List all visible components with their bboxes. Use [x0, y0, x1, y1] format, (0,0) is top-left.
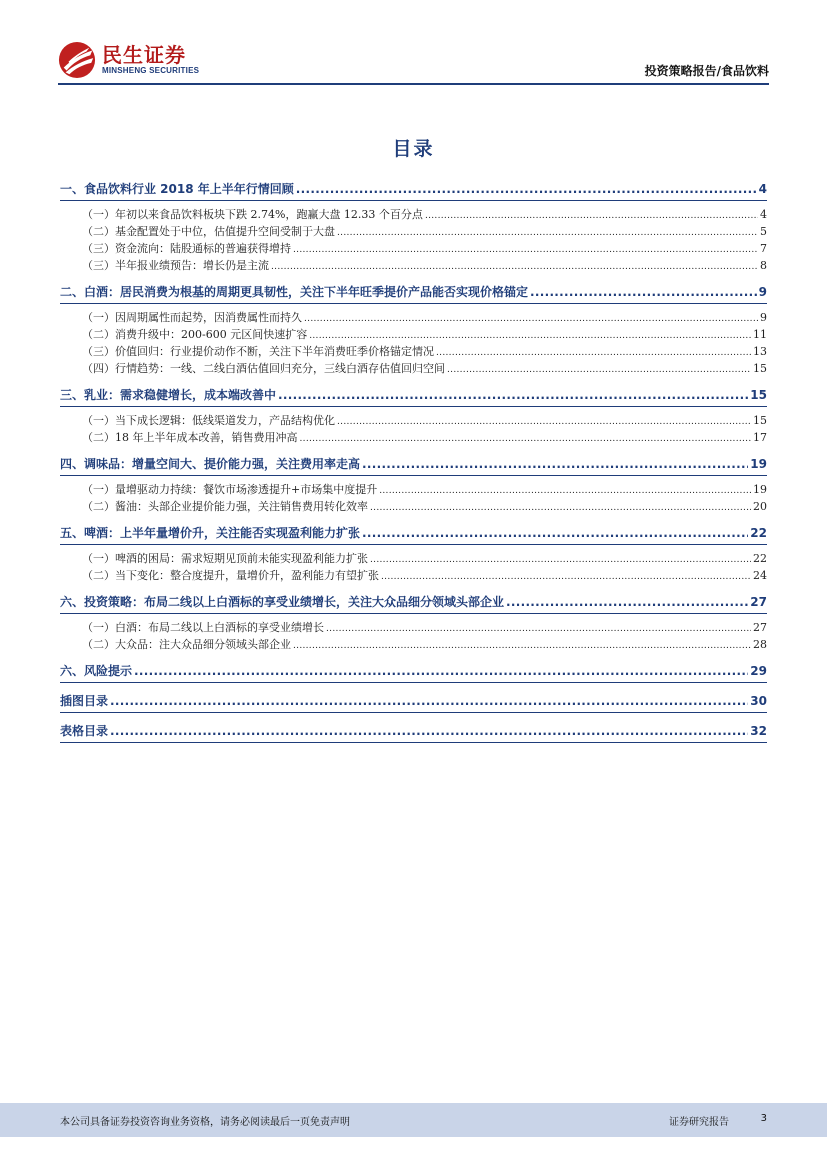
- toc-entry-title: 三、乳业：需求稳健增长，成本端改善中: [60, 388, 277, 402]
- toc-entry-level1[interactable]: [60, 178, 767, 200]
- toc-section: [60, 178, 767, 279]
- page-footer: [0, 1103, 827, 1137]
- toc-section: [60, 384, 767, 451]
- company-logo: [58, 40, 199, 80]
- toc-section: [60, 522, 767, 589]
- toc-entry-page: 11: [753, 328, 767, 341]
- toc-entry-title: （二）18 年上半年成本改善，销售费用冲高: [82, 431, 298, 444]
- toc-leader-dots: [506, 591, 748, 613]
- toc-entry-page: 13: [753, 345, 767, 358]
- toc-leader-dots: [300, 429, 752, 448]
- toc-entry-level2[interactable]: [60, 343, 767, 360]
- toc-entry-level1[interactable]: [60, 453, 767, 475]
- toc-entry-title: 六、投资策略：布局二线以上白酒标的享受业绩增长，关注大众品细分领域头部企业: [60, 595, 505, 609]
- toc-entry-title: （四）行情趋势：一线、二线白酒估值回归充分，三线白酒存估值回归空间: [82, 362, 445, 375]
- toc-entry-page: 32: [750, 724, 767, 738]
- minsheng-logo-icon: [58, 41, 96, 79]
- toc-entry-page: 4: [760, 208, 767, 221]
- toc-section: [60, 660, 767, 688]
- toc-entry-page: 30: [750, 694, 767, 708]
- toc-entry-level2[interactable]: [60, 550, 767, 567]
- toc-entry-title: （三）半年报业绩预告：增长仍是主流: [82, 259, 269, 272]
- toc-entry-level2[interactable]: [60, 326, 767, 343]
- toc-entry-page: 8: [760, 259, 767, 272]
- toc-entry-title: 表格目录: [60, 724, 109, 738]
- toc-entry-level2[interactable]: [60, 619, 767, 636]
- toc-leader-dots: [362, 453, 748, 475]
- toc-entry-title: （三）资金流向：陆股通标的普遍获得增持: [82, 242, 291, 255]
- toc-section: [60, 720, 767, 748]
- toc-entry-title: 二、白酒：居民消费为根基的周期更具韧性，关注下半年旺季提价产品能否实现价格锚定: [60, 285, 529, 299]
- toc-entry-title: 六、风险提示: [60, 664, 133, 678]
- toc-entry-level2[interactable]: [60, 429, 767, 446]
- toc-entry-level2[interactable]: [60, 498, 767, 515]
- toc-entry-page: 28: [753, 638, 767, 651]
- spacer: [60, 743, 767, 748]
- toc-entry-title: （二）当下变化：整合度提升，量增价升，盈利能力有望扩张: [82, 569, 379, 582]
- toc-leader-dots: [296, 178, 757, 200]
- page-header: [0, 0, 827, 85]
- toc-entry-page: 15: [753, 362, 767, 375]
- toc-entry-level2[interactable]: [60, 206, 767, 223]
- toc-leader-dots: [370, 498, 751, 517]
- page-number: 3: [760, 1113, 767, 1124]
- report-type: 投资策略报告/食品饮料: [644, 64, 769, 78]
- toc-entry-page: 5: [760, 225, 767, 238]
- toc-entry-title: （二）大众品：注大众品细分领域头部企业: [82, 638, 291, 651]
- toc-entry-page: 19: [750, 457, 767, 471]
- toc-entry-page: 9: [758, 285, 767, 299]
- toc-entry-page: 22: [750, 526, 767, 540]
- spacer: [60, 713, 767, 718]
- toc-title: 目录: [392, 138, 435, 160]
- toc-leader-dots: [293, 636, 751, 655]
- header-divider: [58, 83, 769, 85]
- toc-entry-page: 7: [760, 242, 767, 255]
- toc-leader-dots: [530, 281, 757, 303]
- toc-entry-title: （二）基金配置处于中位，估值提升空间受制于大盘: [82, 225, 335, 238]
- toc-entry-level2[interactable]: [60, 223, 767, 240]
- toc-leader-dots: [381, 567, 751, 586]
- toc-entry-level1[interactable]: [60, 384, 767, 406]
- toc-entry-page: 4: [758, 182, 767, 196]
- toc-leader-dots: [362, 522, 748, 544]
- toc-entry-title: （一）当下成长逻辑：低线渠道发力，产品结构优化: [82, 414, 335, 427]
- toc-entry-page: 15: [753, 414, 767, 427]
- toc-leader-dots: [110, 690, 748, 712]
- toc-entry-title: （二）消费升级中：200-600 元区间快速扩容: [82, 328, 308, 341]
- toc-entry-level1[interactable]: [60, 591, 767, 613]
- toc-entry-level2[interactable]: [60, 240, 767, 257]
- footer-doc-type: 证券研究报告: [669, 1117, 729, 1128]
- toc-entry-title: （一）量增驱动力持续：餐饮市场渗透提升+市场集中度提升: [82, 483, 378, 496]
- toc-entry-level1[interactable]: [60, 690, 767, 712]
- toc-entry-title: 一、食品饮料行业 2018 年上半年行情回顾: [60, 182, 294, 196]
- toc-entry-page: 27: [753, 621, 767, 634]
- toc-entry-page: 17: [753, 431, 767, 444]
- toc-entry-page: 9: [760, 311, 767, 324]
- toc-entry-title: （一）年初以来食品饮料板块下跌 2.74%，跑赢大盘 12.33 个百分点: [82, 208, 423, 221]
- toc-entry-title: （一）啤酒的困局：需求短期见顶前未能实现盈利能力扩张: [82, 552, 368, 565]
- table-of-contents: [60, 176, 767, 748]
- toc-entry-page: 24: [753, 569, 767, 582]
- toc-entry-level2[interactable]: [60, 257, 767, 274]
- toc-entry-page: 20: [753, 500, 767, 513]
- toc-leader-dots: [134, 660, 748, 682]
- toc-entry-level2[interactable]: [60, 481, 767, 498]
- toc-leader-dots: [271, 257, 758, 276]
- toc-entry-page: 27: [750, 595, 767, 609]
- toc-entry-level1[interactable]: [60, 720, 767, 742]
- toc-entry-page: 19: [753, 483, 767, 496]
- toc-entry-page: 29: [750, 664, 767, 678]
- toc-entry-title: 插图目录: [60, 694, 109, 708]
- toc-section: [60, 281, 767, 382]
- toc-entry-title: （二）酱油：头部企业提价能力强，关注销售费用转化效率: [82, 500, 368, 513]
- toc-entry-title: 五、啤酒：上半年量增价升，关注能否实现盈利能力扩张: [60, 526, 361, 540]
- toc-entry-title: （三）价值回归：行业提价动作不断，关注下半年消费旺季价格锚定情况: [82, 345, 434, 358]
- toc-leader-dots: [110, 720, 748, 742]
- toc-entry-title: 四、调味品：增量空间大、提价能力强，关注费用率走高: [60, 457, 361, 471]
- toc-entry-page: 22: [753, 552, 767, 565]
- toc-entry-title: （一）因周期属性而起势，因消费属性而持久: [82, 311, 302, 324]
- logo-english-name: MINSHENG SECURITIES: [102, 66, 200, 75]
- toc-entry-page: 15: [750, 388, 767, 402]
- toc-entry-level2[interactable]: [60, 636, 767, 653]
- toc-entry-level1[interactable]: [60, 660, 767, 682]
- toc-entry-level2[interactable]: [60, 412, 767, 429]
- footer-disclaimer: 本公司具备证券投资咨询业务资格，请务必阅读最后一页免责声明: [60, 1117, 350, 1128]
- toc-entry-level2[interactable]: [60, 360, 767, 377]
- toc-leader-dots: [447, 360, 751, 379]
- toc-section: [60, 591, 767, 658]
- logo-chinese-name: 民生证券: [102, 43, 186, 67]
- toc-entry-level2[interactable]: [60, 567, 767, 584]
- spacer: [60, 683, 767, 688]
- toc-section: [60, 453, 767, 520]
- toc-entry-level1[interactable]: [60, 281, 767, 303]
- toc-entry-level1[interactable]: [60, 522, 767, 544]
- toc-leader-dots: [278, 384, 748, 406]
- toc-section: [60, 690, 767, 718]
- toc-entry-title: （一）白酒：布局二线以上白酒标的享受业绩增长: [82, 621, 324, 634]
- toc-entry-level2[interactable]: [60, 309, 767, 326]
